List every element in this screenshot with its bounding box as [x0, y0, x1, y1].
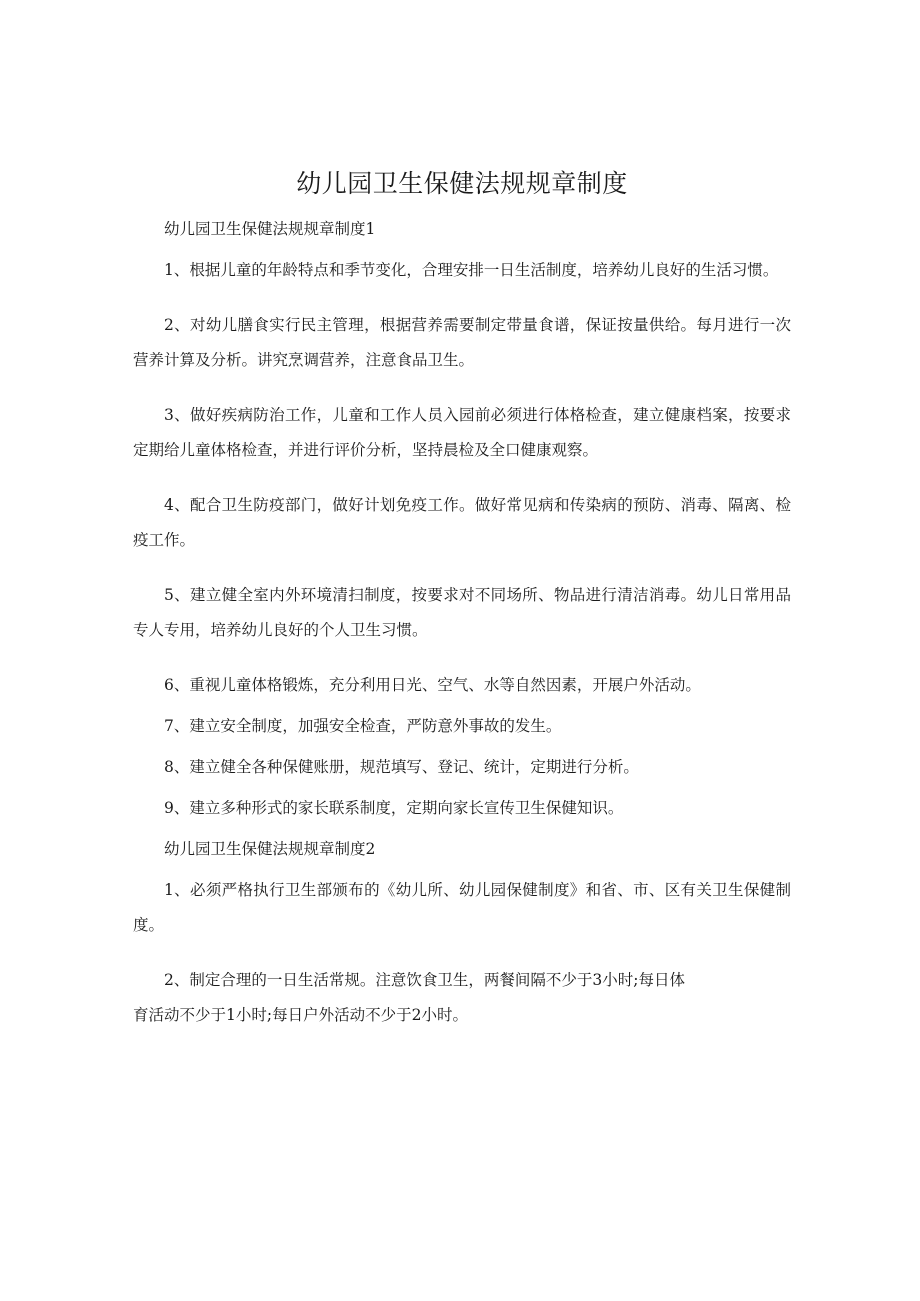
document-title: 幼儿园卫生保健法规规章制度 — [296, 169, 628, 198]
section-1-item-1: 1、根据儿童的年龄特点和季节变化，合理安排一日生活制度，培养幼儿良好的生活习惯。 — [164, 261, 779, 279]
section-1-item-2: 2、对幼儿膳食实行民主管理，根据营养需要制定带量食谱，保证按量供给。每月进行一次营养计算及分析。讲究烹调营养，注意食品卫生。 — [133, 316, 791, 369]
section-1-item-6: 6、重视儿童体格锻炼，充分利用日光、空气、水等自然因素，开展户外活动。 — [164, 676, 701, 694]
section-1-item-7: 7、建立安全制度，加强安全检查，严防意外事故的发生。 — [164, 717, 562, 735]
document-body — [133, 212, 791, 1053]
section-1-item-5: 5、建立健全室内外环境清扫制度，按要求对不同场所、物品进行清洁消毒。幼儿日常用品专人专用，培养幼儿良好的个人卫生习惯。 — [133, 586, 791, 639]
section-1-item-3: 3、做好疾病防治工作，儿童和工作人员入园前必须进行体格检查，建立健康档案，按要求定期给儿童体格检查，并进行评价分析，坚持晨检及全口健康观察。 — [133, 406, 791, 459]
section-2-item-2-line-2: 育活动不少于1小时;每日户外活动不少于2小时。 — [133, 1006, 468, 1024]
section-1-item-8: 8、建立健全各种保健账册，规范填写、登记、统计，定期进行分析。 — [164, 758, 639, 776]
section-heading-1: 幼儿园卫生保健法规规章制度1 — [164, 220, 376, 238]
section-heading-2: 幼儿园卫生保健法规规章制度2 — [164, 840, 376, 858]
section-1-item-9: 9、建立多种形式的家长联系制度，定期向家长宣传卫生保健知识。 — [164, 799, 624, 817]
section-2-item-1: 1、必须严格执行卫生部颁布的《幼儿所、幼儿园保健制度》和省、市、区有关卫生保健制度。 — [133, 881, 791, 934]
section-1-item-4: 4、配合卫生防疫部门，做好计划免疫工作。做好常见病和传染病的预防、消毒、隔离、检疫工作。 — [133, 496, 791, 549]
section-2-item-2-line-1: 2、制定合理的一日生活常规。注意饮食卫生，两餐间隔不少于3小时;每日体 — [164, 971, 685, 989]
